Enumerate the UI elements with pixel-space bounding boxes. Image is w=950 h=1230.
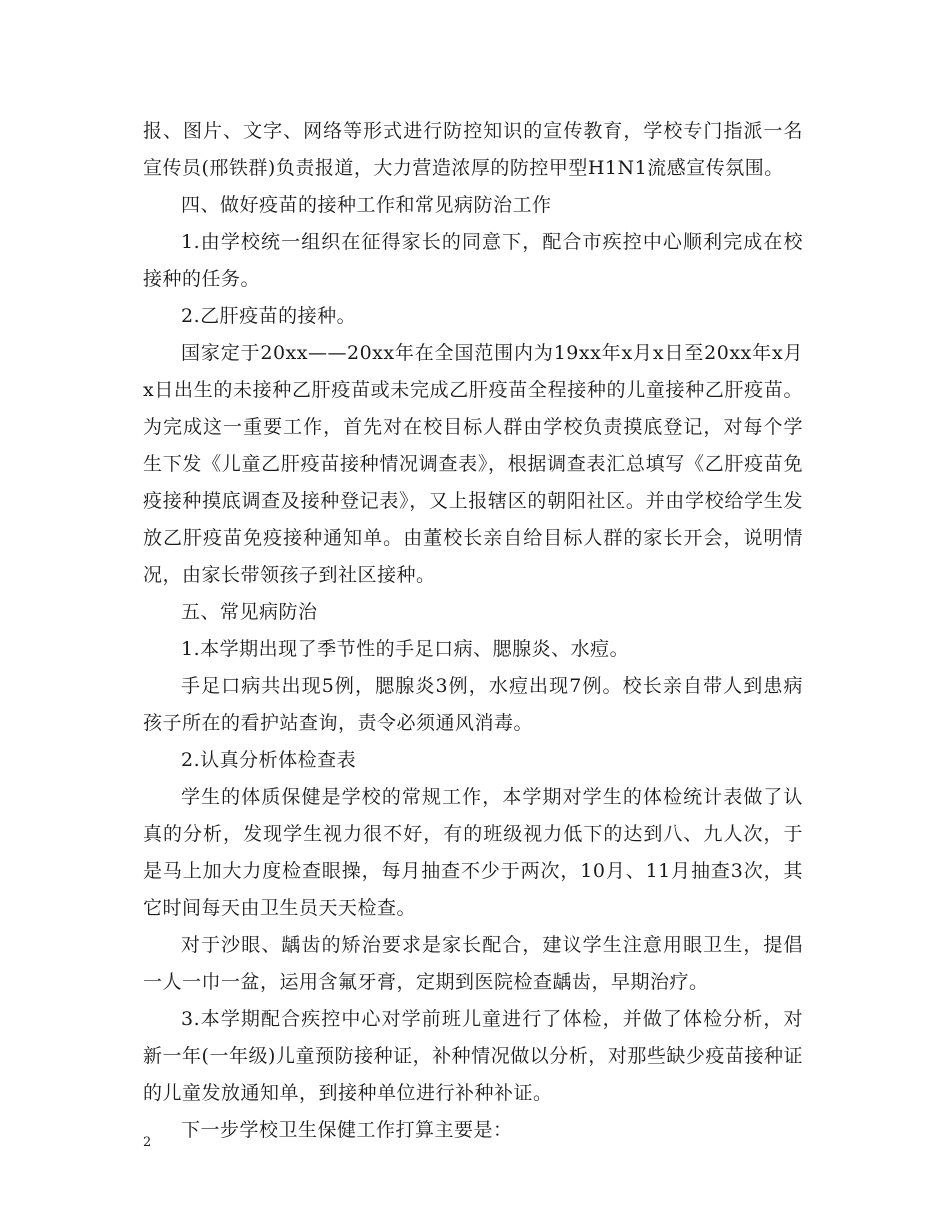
paragraph: 学生的体质保健是学校的常规工作，本学期对学生的体检统计表做了认真的分析，发现学生视力很不好，有的班级视力低下的达到八、九人次，于是马上加大力度检查眼操，每月抽查不少于两次，10月、11月抽查3次，其它时间每天由卫生员天天检查。 [143,786,803,919]
paragraph: 3.本学期配合疾控中心对学前班儿童进行了体检，并做了体检分析，对新一年(一年级)儿童预防接种证，补种情况做以分析，对那些缺少疫苗接种证的儿童发放通知单，到接种单位进行补种补证。 [143,1008,803,1104]
paragraph: 2.认真分析体检查表 [181,749,357,771]
paragraph: 对于沙眼、龋齿的矫治要求是家长配合，建议学生注意用眼卫生，提倡一人一巾一盆，运用含氟牙膏，定期到医院检查龋齿，早期治疗。 [143,934,803,993]
paragraph: 1.本学期出现了季节性的手足口病、腮腺炎、水痘。 [181,638,630,660]
section-heading: 四、做好疫苗的接种工作和常见病防治工作 [181,194,552,216]
paragraph: 手足口病共出现5例，腮腺炎3例，水痘出现7例。校长亲自带人到患病孩子所在的看护站查询，责令必须通风消毒。 [143,675,803,734]
paragraph: 报、图片、文字、网络等形式进行防控知识的宣传教育，学校专门指派一名宣传员(邢铁群)负责报道，大力营造浓厚的防控甲型H1N1流感宣传氛围。 [143,120,803,179]
paragraph: 1.由学校统一组织在征得家长的同意下，配合市疾控中心顺利完成在校接种的任务。 [143,231,803,290]
document-body [143,113,803,1149]
paragraph: 国家定于20xx——20xx年在全国范围内为19xx年x月x日至20xx年x月x日出生的未接种乙肝疫苗或未完成乙肝疫苗全程接种的儿童接种乙肝疫苗。为完成这一重要工作，首先对在校目标人群由学校负责摸底登记，对每个学生下发《儿童乙肝疫苗接种情况调查表》，根据调查表汇总填写《乙肝疫苗免疫接种摸底调查及接种登记表》，又上报辖区的朝阳社区。并由学校给学生发放乙肝疫苗免疫接种通知单。由董校长亲自给目标人群的家长开会，说明情况，由家长带领孩子到社区接种。 [143,342,803,586]
paragraph: 下一步学校卫生保健工作打算主要是： [181,1119,513,1141]
page-number: 2 [143,1135,152,1150]
paragraph: 2.乙肝疫苗的接种。 [181,305,357,327]
section-heading: 五、常见病防治 [181,601,318,623]
